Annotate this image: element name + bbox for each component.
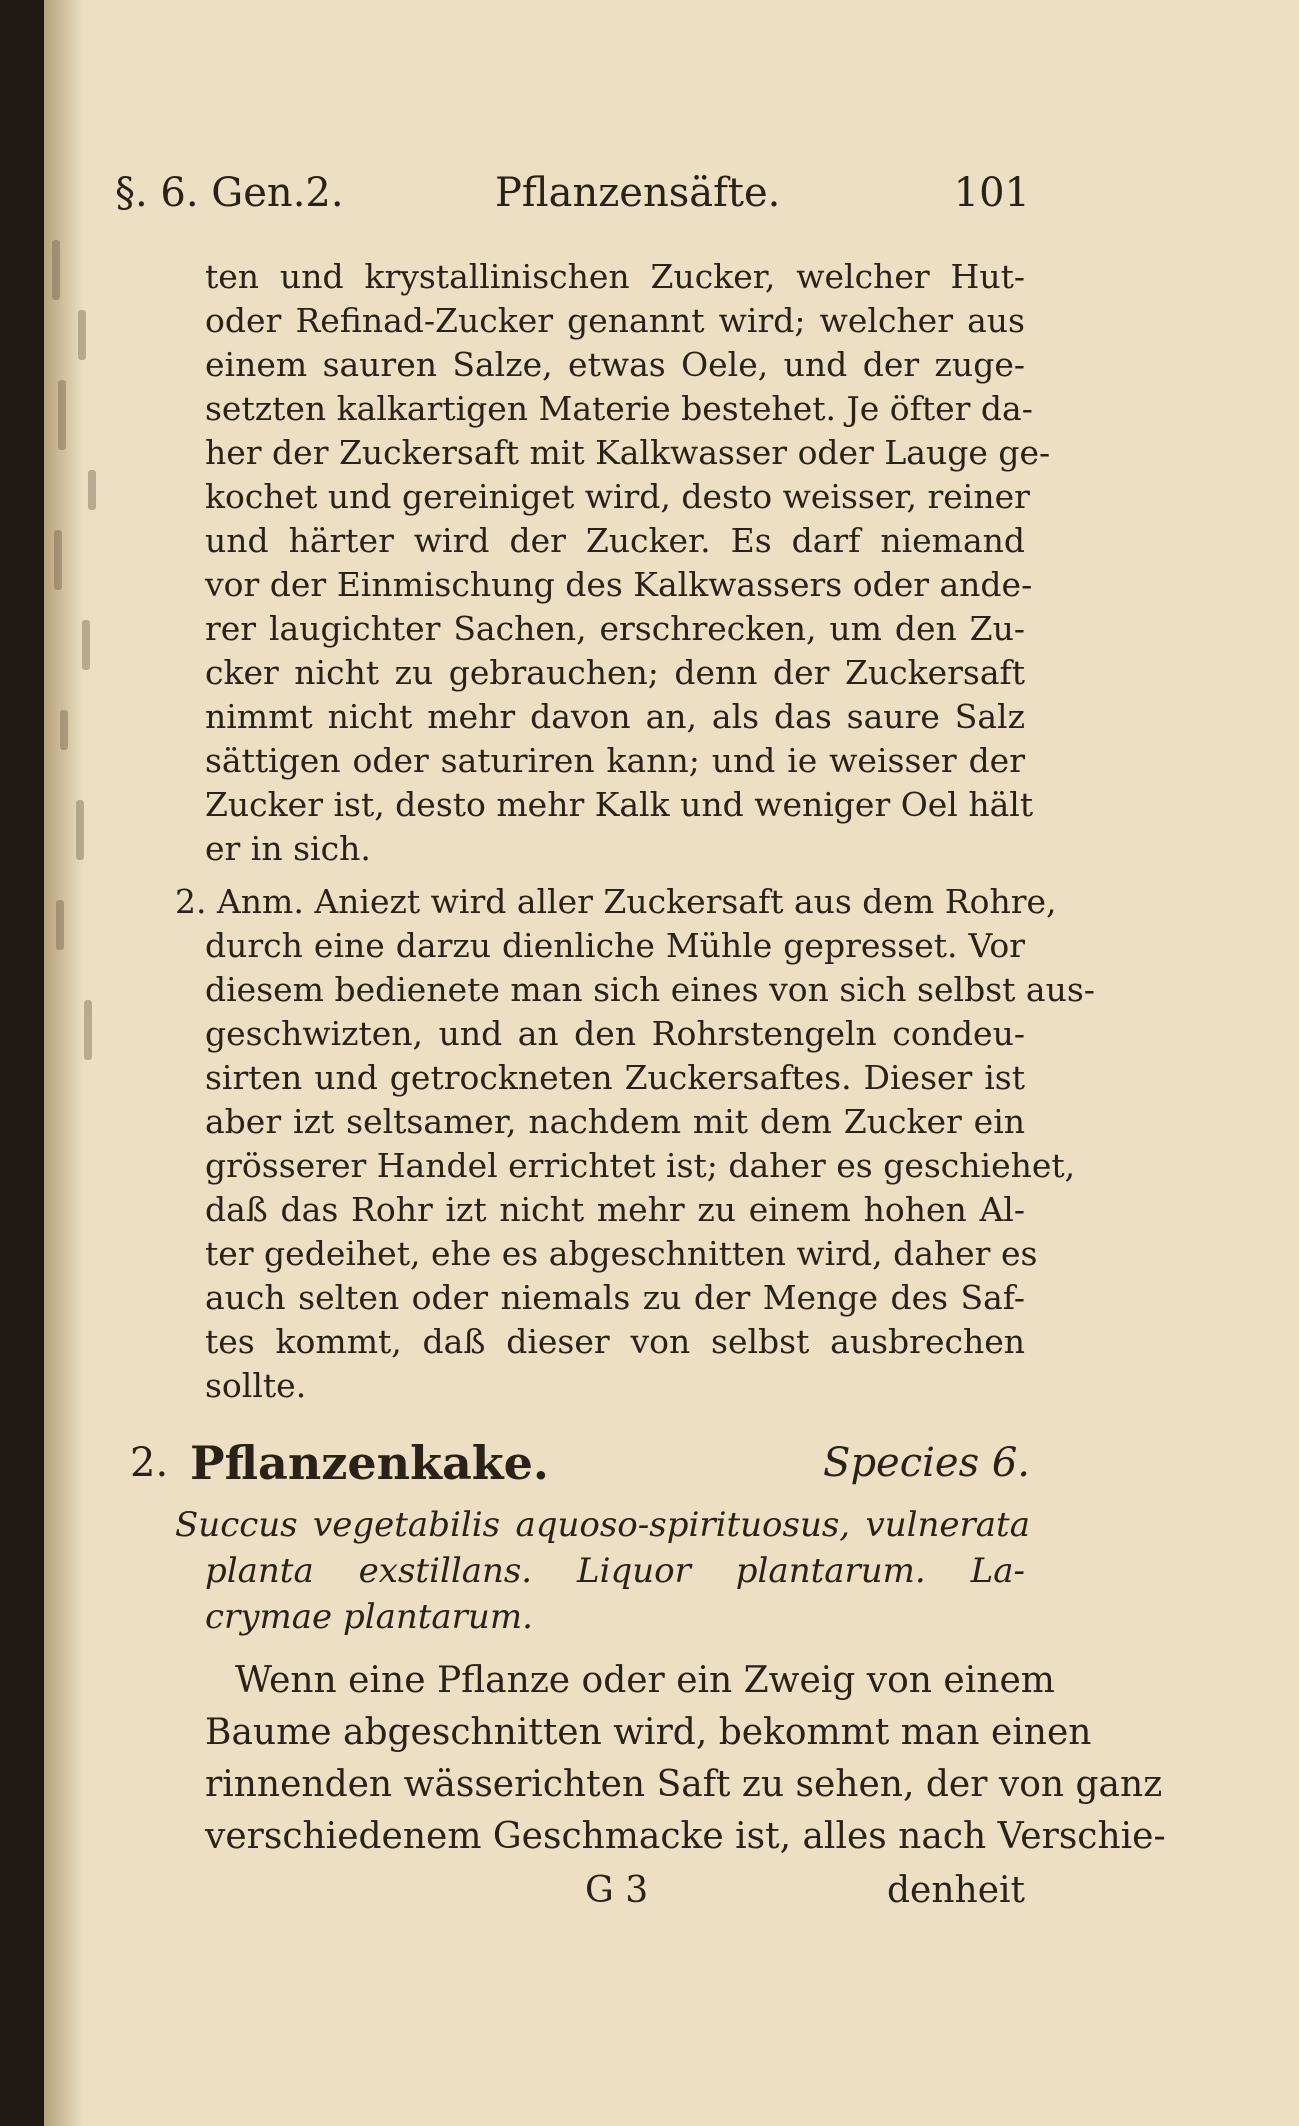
section-reference: §. 6. Gen.2.: [115, 170, 344, 216]
note-line: 2. Anm. Aniezt wird aller Zuckersaft aus dem Rohre,: [175, 882, 1057, 921]
note-line: geschwizten, und an den Rohrstengeln condeu-: [205, 1014, 1025, 1053]
text-line: sättigen oder saturiren kann; und ie weisser der: [205, 741, 1025, 780]
note-line: daß das Rohr izt nicht mehr zu einem hohen Al-: [205, 1190, 1025, 1229]
text-line: kochet und gereiniget wird, desto weisser, reiner: [205, 477, 1030, 516]
note-line: sirten und getrockneten Zuckersaftes. Dieser ist: [205, 1058, 1025, 1097]
note-line: diesem bedienete man sich eines von sich selbst aus-: [205, 970, 1095, 1009]
text-line: nimmt nicht mehr davon an, als das saure Salz: [205, 697, 1025, 736]
section-title: Pflanzenkake.: [190, 1436, 549, 1490]
text-line: setzten kalkartigen Materie bestehet. Je öfter da-: [205, 389, 1033, 428]
latin-line: planta exstillans. Liquor plantarum. La-: [205, 1551, 1025, 1591]
section-heading: [130, 1436, 1030, 1496]
note-line: ter gedeihet, ehe es abgeschnitten wird, daher es: [205, 1234, 1038, 1273]
text-line: oder Refinad-Zucker genannt wird; welcher aus: [205, 301, 1025, 340]
note-line: tes kommt, daß dieser von selbst ausbrechen: [205, 1322, 1025, 1361]
latin-line: crymae plantarum.: [205, 1597, 533, 1637]
text-line: einem sauren Salze, etwas Oele, und der zuge-: [205, 345, 1025, 384]
text-line: rer laugichter Sachen, erschrecken, um den Zu-: [205, 609, 1025, 648]
catchword: denheit: [886, 1870, 1025, 1911]
binding-gutter: [0, 0, 44, 2126]
text-line: verschiedenem Geschmacke ist, alles nach Verschie-: [205, 1816, 1166, 1857]
running-title: Pflanzensäfte.: [495, 170, 781, 216]
running-header: [115, 170, 1030, 220]
text-line: vor der Einmischung des Kalkwassers oder ande-: [205, 565, 1033, 604]
note-line: auch selten oder niemals zu der Menge des Saf-: [205, 1278, 1025, 1317]
text-line: her der Zuckersaft mit Kalkwasser oder Lauge ge-: [205, 433, 1051, 472]
text-line: Wenn eine Pflanze oder ein Zweig von einem: [235, 1660, 1055, 1701]
section-number: 2.: [130, 1440, 169, 1486]
latin-line: Succus vegetabilis aquoso-spirituosus, vulnerata: [175, 1505, 1030, 1545]
text-line: rinnenden wässerichten Saft zu sehen, der von ganz: [205, 1764, 1163, 1805]
note-line: grösserer Handel errichtet ist; daher es geschiehet,: [205, 1146, 1076, 1185]
show-through-marks: [48, 240, 118, 1140]
text-line: und härter wird der Zucker. Es darf niemand: [205, 521, 1025, 560]
note-line: aber izt seltsamer, nachdem mit dem Zucker ein: [205, 1102, 1025, 1141]
text-line: ten und krystallinischen Zucker, welcher Hut-: [205, 257, 1025, 296]
text-line: cker nicht zu gebrauchen; denn der Zuckersaft: [205, 653, 1025, 692]
signature-mark: G 3: [585, 1870, 649, 1911]
page-number: 101: [953, 170, 1030, 216]
text-line: Zucker ist, desto mehr Kalk und weniger Oel hält: [205, 785, 1034, 824]
note-line: sollte.: [205, 1366, 307, 1405]
text-line: er in sich.: [205, 829, 371, 868]
note-line: durch eine darzu dienliche Mühle gepresset. Vor: [205, 926, 1025, 965]
page-footer: [205, 1870, 1025, 1918]
species-label: Species 6.: [823, 1440, 1030, 1486]
text-line: Baume abgeschnitten wird, bekommt man einen: [205, 1712, 1092, 1753]
